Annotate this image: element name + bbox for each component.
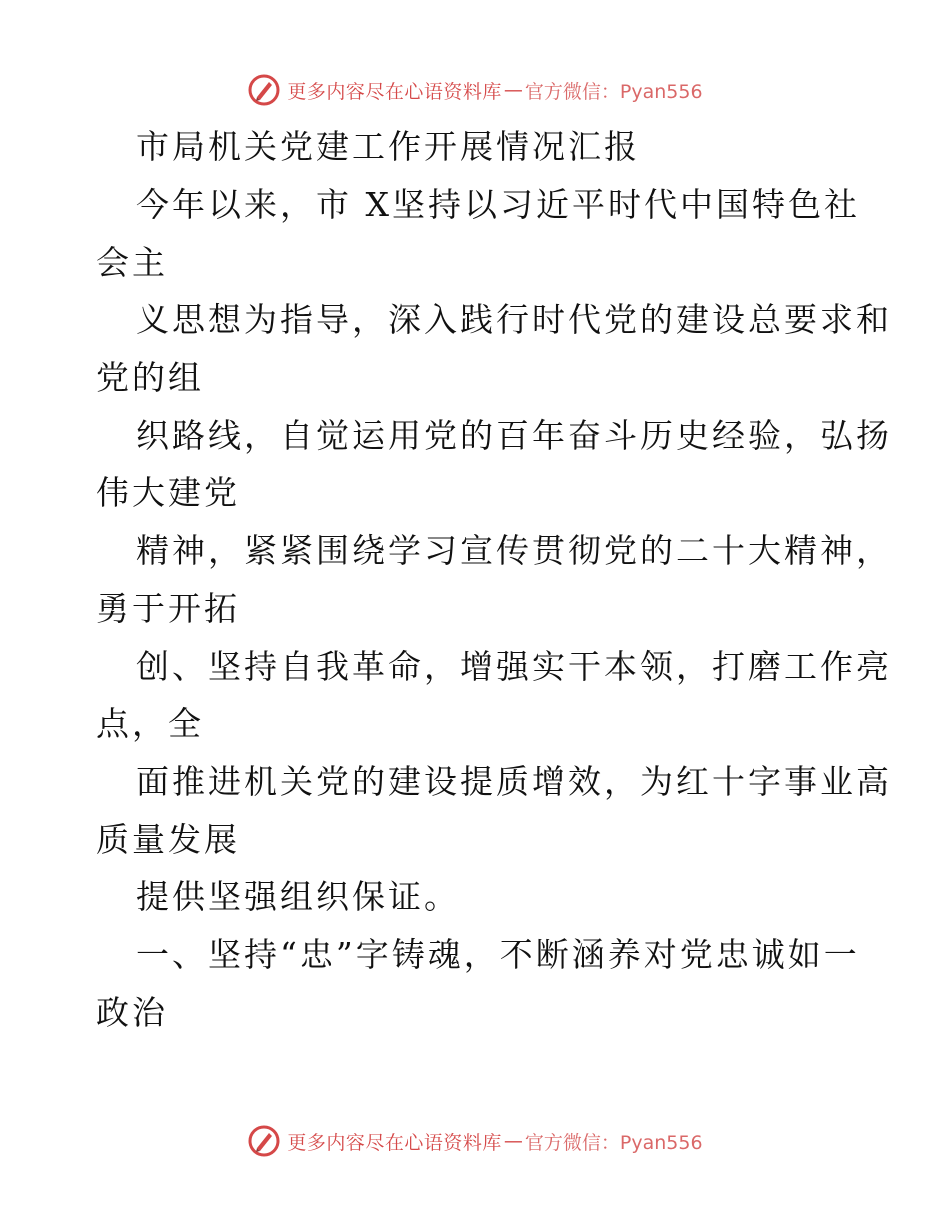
- section-heading-line: 政治: [96, 993, 168, 1032]
- pen-circle-logo-icon: [247, 1124, 281, 1158]
- paragraph-line: 精神，紧紧围绕学习宣传贯彻党的二十大精神，: [136, 531, 892, 570]
- paragraph-line: 点，全: [96, 704, 204, 743]
- paragraph-line: 今年以来，市 X坚持以习近平时代中国特色社: [136, 185, 860, 224]
- paragraph-line: 义思想为指导，深入践行时代党的建设总要求和: [136, 300, 892, 339]
- watermark-text: 更多内容尽在心语资料库: [287, 80, 502, 103]
- watermark-separator: —: [503, 1130, 523, 1152]
- watermark-suffix: 官方微信：Pyan556: [524, 1131, 703, 1154]
- watermark-separator: —: [503, 79, 523, 101]
- paragraph-line: 提供坚强组织保证。: [136, 877, 460, 916]
- paragraph-line: 面推进机关党的建设提质增效，为红十字事业高: [136, 762, 892, 801]
- paragraph-line: 勇于开拓: [96, 589, 240, 628]
- document-title: 市局机关党建工作开展情况汇报: [136, 127, 640, 166]
- watermark-text: 更多内容尽在心语资料库: [287, 1131, 502, 1154]
- watermark-suffix: 官方微信：Pyan556: [524, 80, 703, 103]
- paragraph-line: 党的组: [96, 358, 204, 397]
- paragraph-line: 织路线，自觉运用党的百年奋斗历史经验，弘扬: [136, 416, 892, 455]
- paragraph-line: 伟大建党: [96, 473, 240, 512]
- paragraph-line: 创、坚持自我革命，增强实干本领，打磨工作亮: [136, 647, 892, 686]
- paragraph-line: 质量发展: [96, 820, 240, 859]
- section-heading-line: 一、坚持“忠”字铸魂，不断涵养对党忠诚如一: [136, 935, 860, 974]
- footer-watermark: [0, 1121, 950, 1161]
- paragraph-line: 会主: [96, 243, 168, 282]
